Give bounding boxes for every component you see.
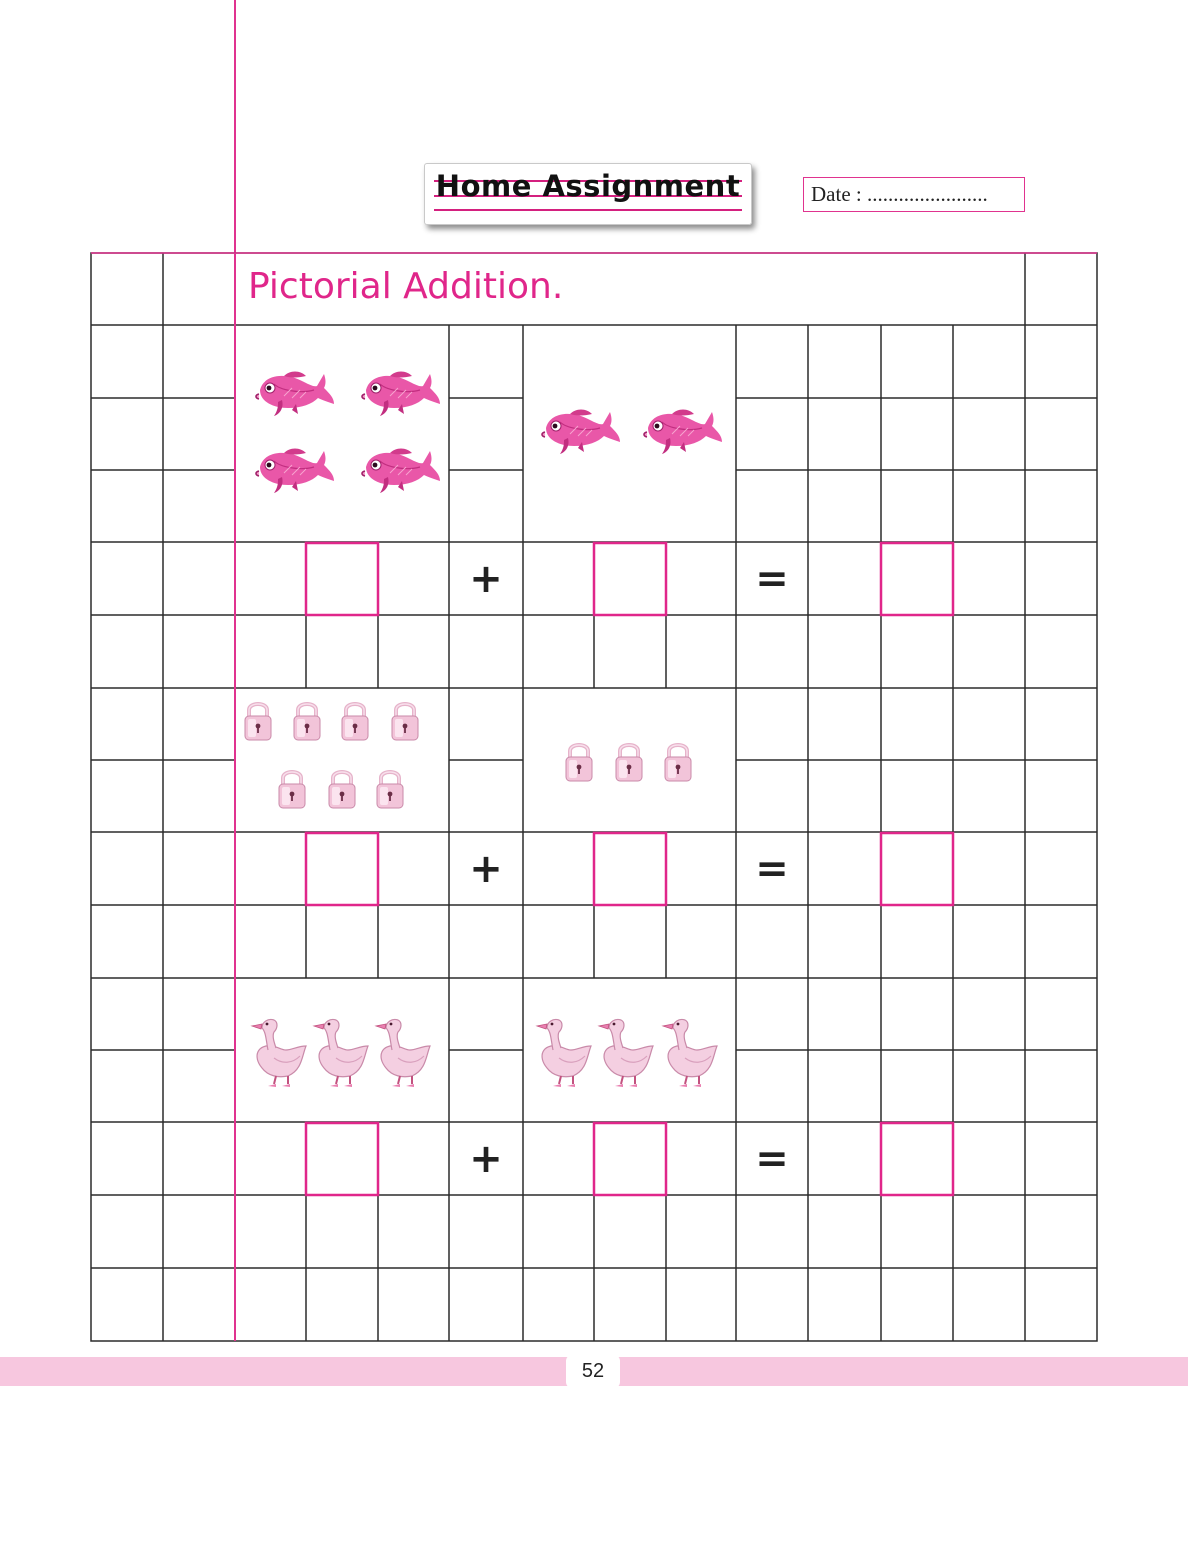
date-field[interactable]: Date : ....................... xyxy=(803,177,1025,212)
answer-box-3sum[interactable] xyxy=(881,1123,953,1195)
exercise-heading: Pictorial Addition. xyxy=(248,266,564,307)
page-title: Home Assignment xyxy=(435,169,741,203)
plus-sign-3: + xyxy=(469,1136,503,1182)
plus-sign-2: + xyxy=(469,846,503,892)
answer-box-1a[interactable] xyxy=(306,543,378,615)
equals-sign-1: = xyxy=(755,556,789,602)
answer-box-2b[interactable] xyxy=(594,833,666,905)
answer-box-2sum[interactable] xyxy=(881,833,953,905)
equals-sign-2: = xyxy=(755,846,789,892)
answer-box-2a[interactable] xyxy=(306,833,378,905)
page-number: 52 xyxy=(566,1355,620,1388)
answer-box-3b[interactable] xyxy=(594,1123,666,1195)
equals-sign-3: = xyxy=(755,1136,789,1182)
answer-box-3a[interactable] xyxy=(306,1123,378,1195)
answer-box-1sum[interactable] xyxy=(881,543,953,615)
answer-box-1b[interactable] xyxy=(594,543,666,615)
plus-sign-1: + xyxy=(469,556,503,602)
